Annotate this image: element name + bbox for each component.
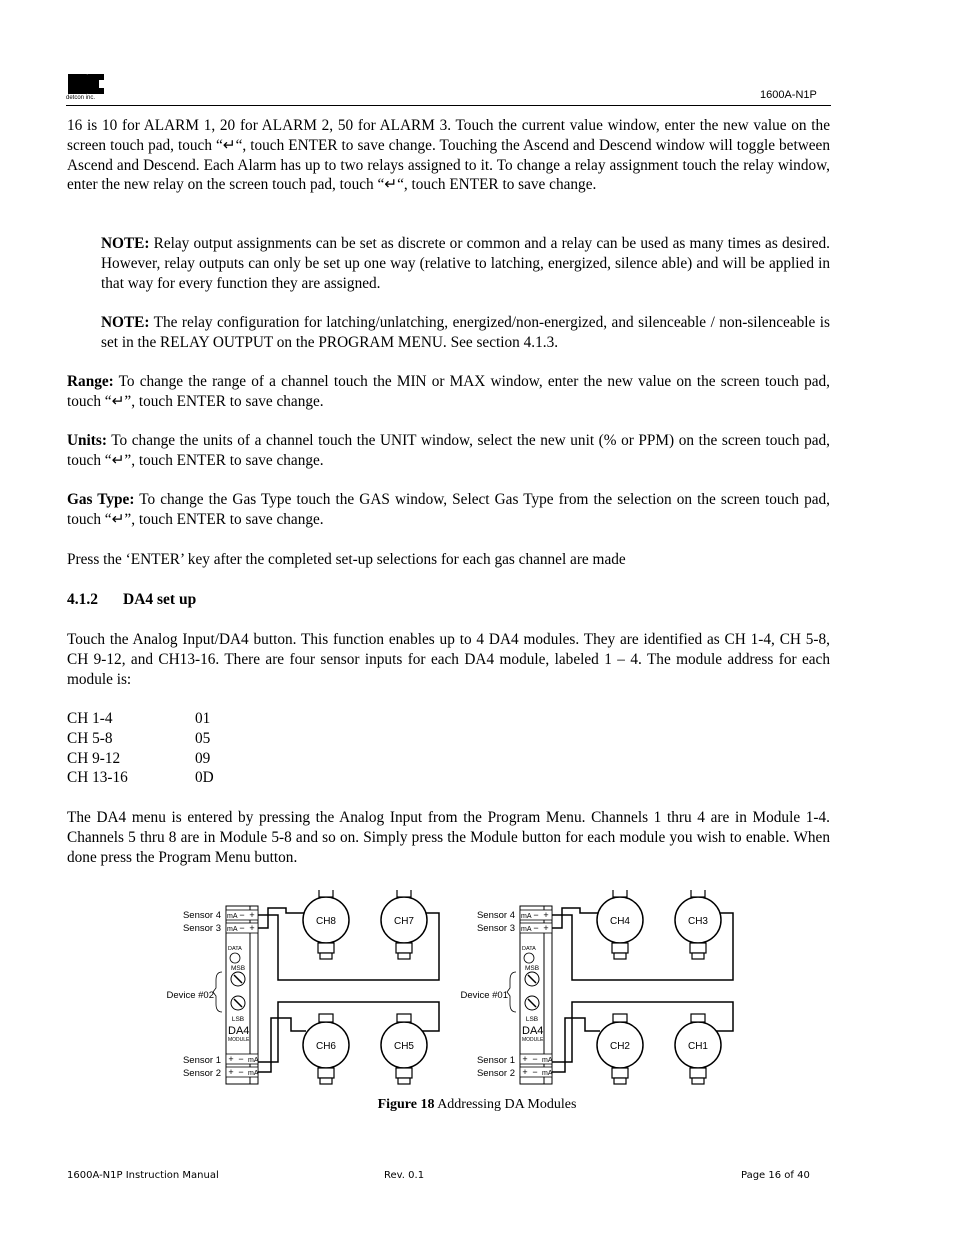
sensor-4-label: Sensor 4	[476, 910, 515, 921]
sensor-head	[398, 953, 410, 959]
module-address: 01	[195, 710, 211, 727]
paragraph-alarm-setup: 16 is 10 for ALARM 1, 20 for ALARM 2, 50 for ALARM 3. Touch the current value window, enter the new value on the screen touch pad, touch “↵“, touch ENTER to save change. Touching the Ascend and Descend window will toggle between Ascend and Descend. Each Alarm has up to two relays assigned to it. To change a relay assignment touch the relay window, enter the new relay on the screen touch pad, touch “↵“, touch ENTER to save change.	[67, 117, 830, 194]
sensor-cap	[613, 890, 627, 897]
sensor-cap	[397, 890, 411, 897]
module-address-table	[67, 709, 214, 788]
module-address: 0D	[195, 769, 214, 787]
header-rule	[66, 105, 831, 106]
sensor-1-label: Sensor 1	[182, 1055, 221, 1066]
ma-terminal-label: mA	[521, 926, 532, 933]
channel-label: CH6	[315, 1041, 337, 1052]
sensor-cap	[691, 1014, 705, 1022]
plus-terminal-label: +	[228, 1054, 234, 1064]
channel-range: CH 9-12	[67, 749, 121, 767]
note-relay-assignments	[101, 234, 830, 293]
section-title: DA4 set up	[123, 591, 197, 608]
channel-label: CH2	[609, 1041, 631, 1052]
footer-revision: Rev. 0.1	[384, 1170, 425, 1181]
ma-terminal-label: mA	[542, 1070, 553, 1077]
da4-label: DA4	[228, 1025, 250, 1037]
sensor-3-label: Sensor 3	[476, 923, 515, 934]
plus-terminal-label: +	[249, 910, 255, 920]
sensor-head	[318, 1068, 334, 1078]
msb-label: MSB	[524, 965, 540, 972]
sensor-4-label: Sensor 4	[182, 910, 221, 921]
sensor-head	[318, 943, 334, 953]
module-address: 05	[195, 729, 211, 747]
minus-terminal-label: −	[239, 910, 245, 920]
channel-range: CH 13-16	[67, 769, 128, 787]
wire	[258, 1018, 306, 1072]
sensor-head	[692, 1078, 704, 1084]
minus-terminal-label: −	[533, 923, 539, 933]
plus-terminal-label: +	[543, 923, 549, 933]
minus-terminal-label: −	[239, 923, 245, 933]
channel-label: CH3	[687, 916, 709, 927]
sensor-head	[320, 953, 332, 959]
paragraph-gas-type	[67, 490, 830, 530]
gas-type-label: Gas Type:	[67, 491, 135, 508]
header-doc-id: 1600A-N1P	[760, 89, 817, 101]
addressing-diagram	[0, 890, 954, 1090]
paragraph-press-enter: Press the ‘ENTER’ key after the completed set-up selections for each gas channel are made	[67, 551, 626, 568]
sensor-2-label: Sensor 2	[182, 1068, 221, 1079]
sensor-head	[614, 953, 626, 959]
bracket	[507, 972, 516, 1012]
sensor-head	[690, 943, 706, 953]
wire	[258, 908, 306, 928]
module-label: MODULE	[522, 1037, 544, 1043]
table-row	[67, 768, 214, 788]
sensor-head	[612, 1068, 628, 1078]
table-row	[67, 749, 214, 769]
logo-text: detcon inc.	[66, 95, 96, 101]
plus-terminal-label: +	[543, 910, 549, 920]
data-led	[524, 953, 534, 963]
device-label: Device #01	[460, 990, 508, 1001]
msb-label: MSB	[230, 965, 246, 972]
note-label: NOTE:	[101, 235, 150, 252]
minus-terminal-label: −	[532, 1054, 538, 1064]
channel-label: CH5	[393, 1041, 415, 1052]
sensor-head	[690, 1068, 706, 1078]
units-label: Units:	[67, 432, 107, 449]
footer-manual-title: 1600A-N1P Instruction Manual	[67, 1170, 219, 1181]
channel-label: CH8	[315, 916, 337, 927]
sensor-1-label: Sensor 1	[476, 1055, 515, 1066]
plus-terminal-label: +	[249, 923, 255, 933]
paragraph-range	[67, 372, 830, 412]
note-text: Relay output assignments can be set as discrete or common and a relay can be used as many times as desired. However, relay outputs can only be set up one way (relative to latching, energized, silence able) and will be applied in that way for every function they are assigned.	[101, 235, 830, 292]
bracket	[213, 972, 222, 1012]
plus-terminal-label: +	[228, 1067, 234, 1077]
channel-range: CH 5-8	[67, 729, 113, 747]
channel-label: CH1	[687, 1041, 709, 1052]
minus-terminal-label: −	[238, 1054, 244, 1064]
data-led	[230, 953, 240, 963]
wire	[552, 908, 600, 928]
sensor-head	[612, 943, 628, 953]
ma-terminal-label: mA	[542, 1057, 553, 1064]
data-label: DATA	[522, 946, 536, 952]
sensor-cap	[319, 1014, 333, 1022]
section-heading	[67, 591, 196, 609]
data-label: DATA	[228, 946, 242, 952]
range-label: Range:	[67, 373, 114, 390]
sensor-2-label: Sensor 2	[476, 1068, 515, 1079]
units-text: To change the units of a channel touch the UNIT window, select the new unit (% or PPM) on the screen touch pad, touch “↵”, touch ENTER to save change.	[67, 432, 830, 469]
paragraph-da4-intro: Touch the Analog Input/DA4 button. This function enables up to 4 DA4 modules. They are identified as CH 1-4, CH 5-8, CH 9-12, and CH13-16. There are four sensor inputs for each DA4 module, labeled 1 – 4. The module address for each module is:	[67, 631, 830, 688]
lsb-label: LSB	[231, 1016, 245, 1023]
device-label: Device #02	[166, 990, 214, 1001]
figure-caption-text: Addressing DA Modules	[434, 1097, 577, 1112]
note-label: NOTE:	[101, 314, 150, 331]
note-relay-config	[101, 313, 830, 353]
sensor-head	[692, 953, 704, 959]
figure-caption	[0, 1097, 954, 1113]
da4-label: DA4	[522, 1025, 544, 1037]
paragraph-da4-menu: The DA4 menu is entered by pressing the Analog Input from the Program Menu. Channels 1 thru 4 are in Module 1-4. Channels 5 thru 8 are in Module 5-8 and so on. Simply press the Module button for each module you wish to enable. When done press the Program Menu button.	[67, 809, 830, 866]
gas-type-text: To change the Gas Type touch the GAS window, Select Gas Type from the selection on the screen touch pad, touch “↵”, touch ENTER to save change.	[67, 491, 831, 528]
minus-terminal-label: −	[532, 1067, 538, 1077]
ma-terminal-label: mA	[248, 1070, 259, 1077]
section-number: 4.1.2	[67, 591, 98, 608]
sensor-head	[398, 1078, 410, 1084]
channel-label: CH7	[393, 916, 415, 927]
sensor-head	[396, 943, 412, 953]
sensor-head	[396, 1068, 412, 1078]
sensor-cap	[319, 890, 333, 897]
ma-terminal-label: mA	[521, 913, 532, 920]
sensor-head	[614, 1078, 626, 1084]
ma-terminal-label: mA	[227, 926, 238, 933]
minus-terminal-label: −	[533, 910, 539, 920]
figure-label: Figure 18	[377, 1097, 435, 1112]
channel-label: CH4	[609, 916, 631, 927]
module-label: MODULE	[228, 1037, 250, 1043]
sensor-cap	[397, 1014, 411, 1022]
table-row	[67, 709, 214, 729]
ma-terminal-label: mA	[248, 1057, 259, 1064]
plus-terminal-label: +	[522, 1054, 528, 1064]
footer-page-number: Page 16 of 40	[741, 1170, 810, 1181]
range-text: To change the range of a channel touch the MIN or MAX window, enter the new value on the screen touch pad, touch “↵”, touch ENTER to save change.	[67, 373, 830, 410]
paragraph-units	[67, 431, 830, 471]
channel-range: CH 1-4	[67, 710, 113, 727]
sensor-3-label: Sensor 3	[182, 923, 221, 934]
note-text: The relay configuration for latching/unlatching, energized/non-energized, and silenceable / non-silenceable is set in the RELAY OUTPUT on the PROGRAM MENU. See section 4.1.3.	[101, 314, 830, 351]
sensor-cap	[691, 890, 705, 897]
plus-terminal-label: +	[522, 1067, 528, 1077]
sensor-cap	[613, 1014, 627, 1022]
lsb-label: LSB	[525, 1016, 539, 1023]
ma-terminal-label: mA	[227, 913, 238, 920]
sensor-head	[320, 1078, 332, 1084]
module-address: 09	[195, 749, 211, 767]
table-row	[67, 729, 214, 749]
wire	[552, 1018, 600, 1072]
minus-terminal-label: −	[238, 1067, 244, 1077]
